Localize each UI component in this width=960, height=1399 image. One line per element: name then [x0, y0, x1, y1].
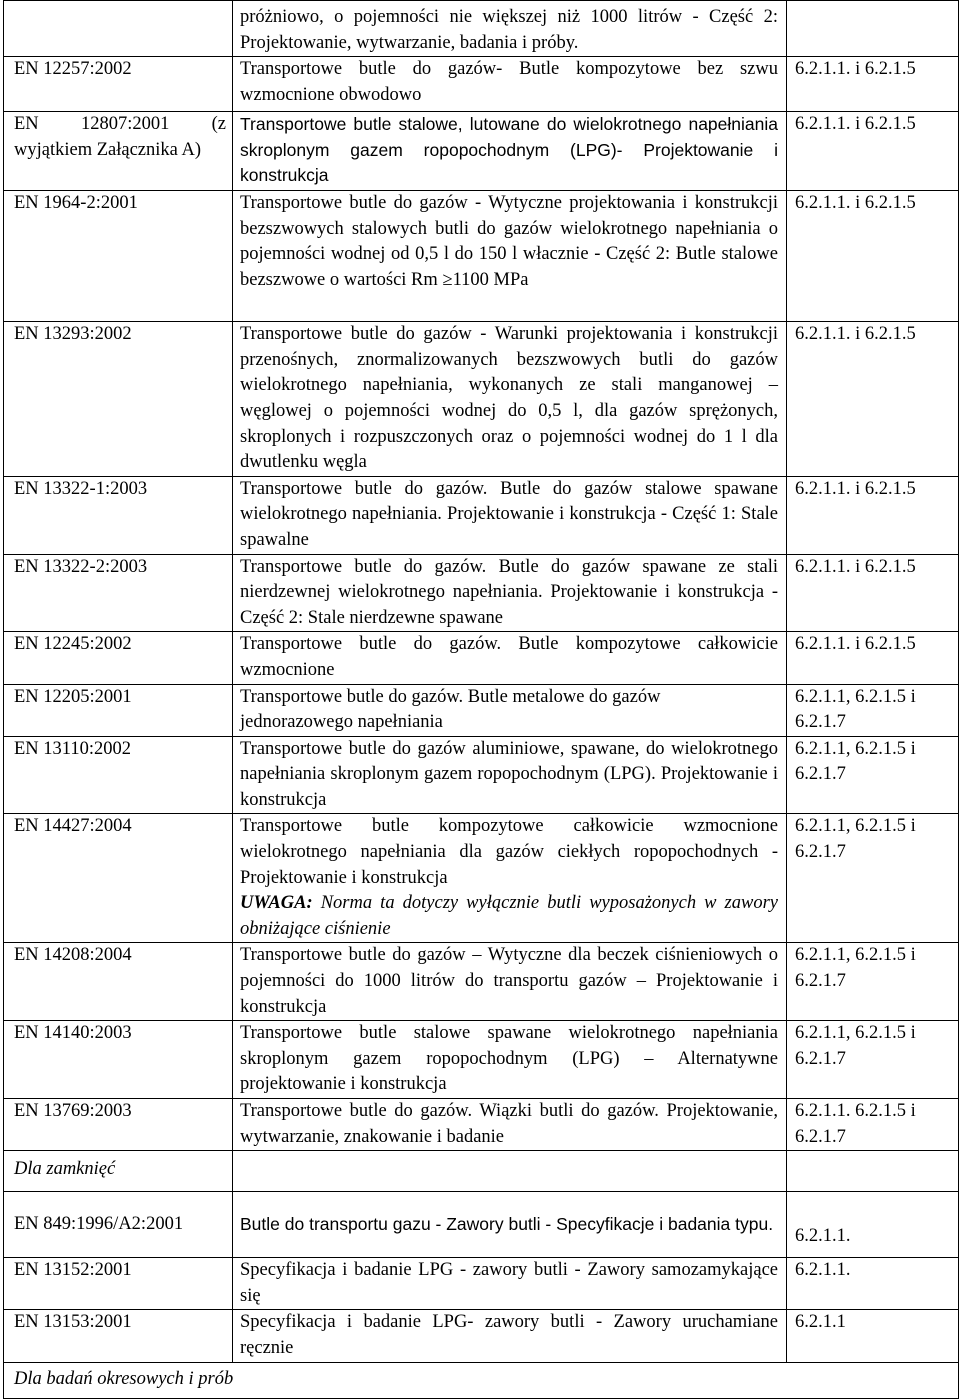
standard-title: Butle do transportu gazu - Zawory butli - Specyfikacje i badania typu. [233, 1192, 787, 1258]
table-row [4, 1192, 959, 1258]
standard-title-with-note [233, 814, 787, 943]
standard-number: EN 1964-2:2001 [4, 191, 233, 322]
table-row [4, 1310, 959, 1362]
table-row [4, 684, 959, 736]
section-row-closures [4, 1151, 959, 1192]
table-row [4, 1021, 959, 1099]
standard-number: EN 13293:2002 [4, 322, 233, 477]
section-row-periodic [4, 1362, 959, 1399]
standard-title: Transportowe butle do gazów. Butle do gazów stalowe spawane wielokrotnego napełniania. Projektowanie i konstrukcja - Część 1: Stale spawalne [233, 476, 787, 554]
note-label: UWAGA: [240, 893, 313, 914]
standard-title: Transportowe butle stalowe, lutowane do wielokrotnego napełniania skroplonym gazem ropopochodnym (LPG)- Projektowanie i konstrukcja [233, 112, 787, 191]
table-row [4, 112, 959, 191]
standards-table [3, 0, 959, 1399]
standard-number: EN 14140:2003 [4, 1021, 233, 1099]
standard-number: EN 13322-2:2003 [4, 554, 233, 632]
section-heading: Dla badań okresowych i prób [4, 1362, 959, 1399]
standard-number: EN 13769:2003 [4, 1099, 233, 1151]
table-row [4, 1258, 959, 1310]
reference-clause: 6.2.1.1. i 6.2.1.5 [787, 322, 959, 477]
reference-clause: 6.2.1.1. i 6.2.1.5 [787, 112, 959, 191]
table-row [4, 322, 959, 477]
table-row [4, 632, 959, 684]
standard-title: Transportowe butle do gazów. Butle do gazów spawane ze stali nierdzewnej wielokrotnego napełniania. Projektowanie i konstrukcja - Część 2: Stale nierdzewne spawane [233, 554, 787, 632]
reference-clause: 6.2.1.1 [787, 1310, 959, 1362]
standard-title: Transportowe butle do gazów - Wytyczne projektowania i konstrukcji bezszwowych stalowych butli do gazów wielokrotnego napełniania o pojemności wodnej od 0,5 l do 150 l włacznie - Część 2: Butle stalowe bezszwowe o wartości Rm ≥1100 MPa [233, 191, 787, 322]
standard-title: Specyfikacja i badanie LPG - zawory butli - Zawory samozamykające się [233, 1258, 787, 1310]
standard-number: EN 14427:2004 [4, 814, 233, 943]
table-row [4, 476, 959, 554]
section-heading: Dla zamknięć [4, 1151, 233, 1192]
table-row [4, 57, 959, 112]
table-row [4, 814, 959, 943]
standard-number: EN 12807:2001 (z wyjątkiem Załącznika A) [4, 112, 233, 191]
standard-number: EN 13322-1:2003 [4, 476, 233, 554]
standard-title: Specyfikacja i badanie LPG- zawory butli - Zawory uruchamiane ręcznie [233, 1310, 787, 1362]
table-row-continuation [4, 1, 959, 57]
reference-clause: 6.2.1.1. [787, 1258, 959, 1310]
standard-number: EN 12245:2002 [4, 632, 233, 684]
standard-title: Transportowe butle kompozytowe całkowicie wzmocnione wielokrotnego napełniania dla gazów ciekłych ropopochodnych - Projektowanie i konstrukcja [240, 816, 778, 888]
reference-clause: 6.2.1.1, 6.2.1.5 i 6.2.1.7 [787, 736, 959, 814]
reference-clause: 6.2.1.1. i 6.2.1.5 [787, 57, 959, 112]
table-row [4, 191, 959, 322]
reference-clause: 6.2.1.1, 6.2.1.5 i 6.2.1.7 [787, 1021, 959, 1099]
standard-number [4, 1, 233, 57]
reference-clause [787, 1, 959, 57]
standard-number: EN 12205:2001 [4, 684, 233, 736]
standard-title: Transportowe butle do gazów - Warunki projektowania i konstrukcji przenośnych, znormalizowanych bezszwowych butli do gazów wielokrotnego napełniania, wykonanych ze stali manganowej – węglowej o pojemności wodnej do 0,5 l, dla gazów sprężonych, skroplonych i rozpuszczonych oraz o pojemności wodnej do 1 l dla dwutlenku węgla [233, 322, 787, 477]
standard-number: EN 12257:2002 [4, 57, 233, 112]
note [240, 891, 778, 942]
reference-clause: 6.2.1.1, 6.2.1.5 i 6.2.1.7 [787, 684, 959, 736]
reference-clause: 6.2.1.1, 6.2.1.5 i 6.2.1.7 [787, 943, 959, 1021]
standard-title: próżniowo, o pojemności nie większej niż 1000 litrów - Część 2: Projektowanie, wytwarzanie, badania i próby. [233, 1, 787, 57]
standard-title: Transportowe butle do gazów- Butle kompozytowe bez szwu wzmocnione obwodowo [233, 57, 787, 112]
standard-title: Transportowe butle do gazów – Wytyczne dla beczek ciśnieniowych o pojemności do 1000 litrów do transportu gazów – Projektowanie i konstrukcja [233, 943, 787, 1021]
reference-clause: 6.2.1.1. i 6.2.1.5 [787, 554, 959, 632]
table-row [4, 554, 959, 632]
note-text: Norma ta dotyczy wyłącznie butli wyposażonych w zawory obniżające ciśnienie [240, 893, 778, 939]
standard-title: Transportowe butle stalowe spawane wielokrotnego napełniania skroplonym gazem ropopochodnym (LPG) – Alternatywne projektowanie i konstrukcja [233, 1021, 787, 1099]
standard-number: EN 13153:2001 [4, 1310, 233, 1362]
standard-title: Transportowe butle do gazów. Butle kompozytowe całkowicie wzmocnione [233, 632, 787, 684]
reference-clause: 6.2.1.1. [787, 1192, 959, 1258]
standard-number: EN 14208:2004 [4, 943, 233, 1021]
reference-clause: 6.2.1.1. i 6.2.1.5 [787, 476, 959, 554]
standard-title: Transportowe butle do gazów. Wiązki butli do gazów. Projektowanie, wytwarzanie, znakowanie i badanie [233, 1099, 787, 1151]
reference-clause: 6.2.1.1, 6.2.1.5 i 6.2.1.7 [787, 814, 959, 943]
standard-number: EN 13110:2002 [4, 736, 233, 814]
table-row [4, 943, 959, 1021]
standard-title: Transportowe butle do gazów aluminiowe, spawane, do wielokrotnego napełniania skroplonym gazem ropopochodnym (LPG). Projektowanie i konstrukcja [233, 736, 787, 814]
table-row [4, 1099, 959, 1151]
standard-number: EN 13152:2001 [4, 1258, 233, 1310]
reference-clause: 6.2.1.1. 6.2.1.5 i 6.2.1.7 [787, 1099, 959, 1151]
reference-clause: 6.2.1.1. i 6.2.1.5 [787, 632, 959, 684]
reference-clause: 6.2.1.1. i 6.2.1.5 [787, 191, 959, 322]
standard-title: Transportowe butle do gazów. Butle metalowe do gazów jednorazowego napełniania [233, 684, 787, 736]
table-row [4, 736, 959, 814]
standard-number: EN 849:1996/A2:2001 [4, 1192, 233, 1258]
